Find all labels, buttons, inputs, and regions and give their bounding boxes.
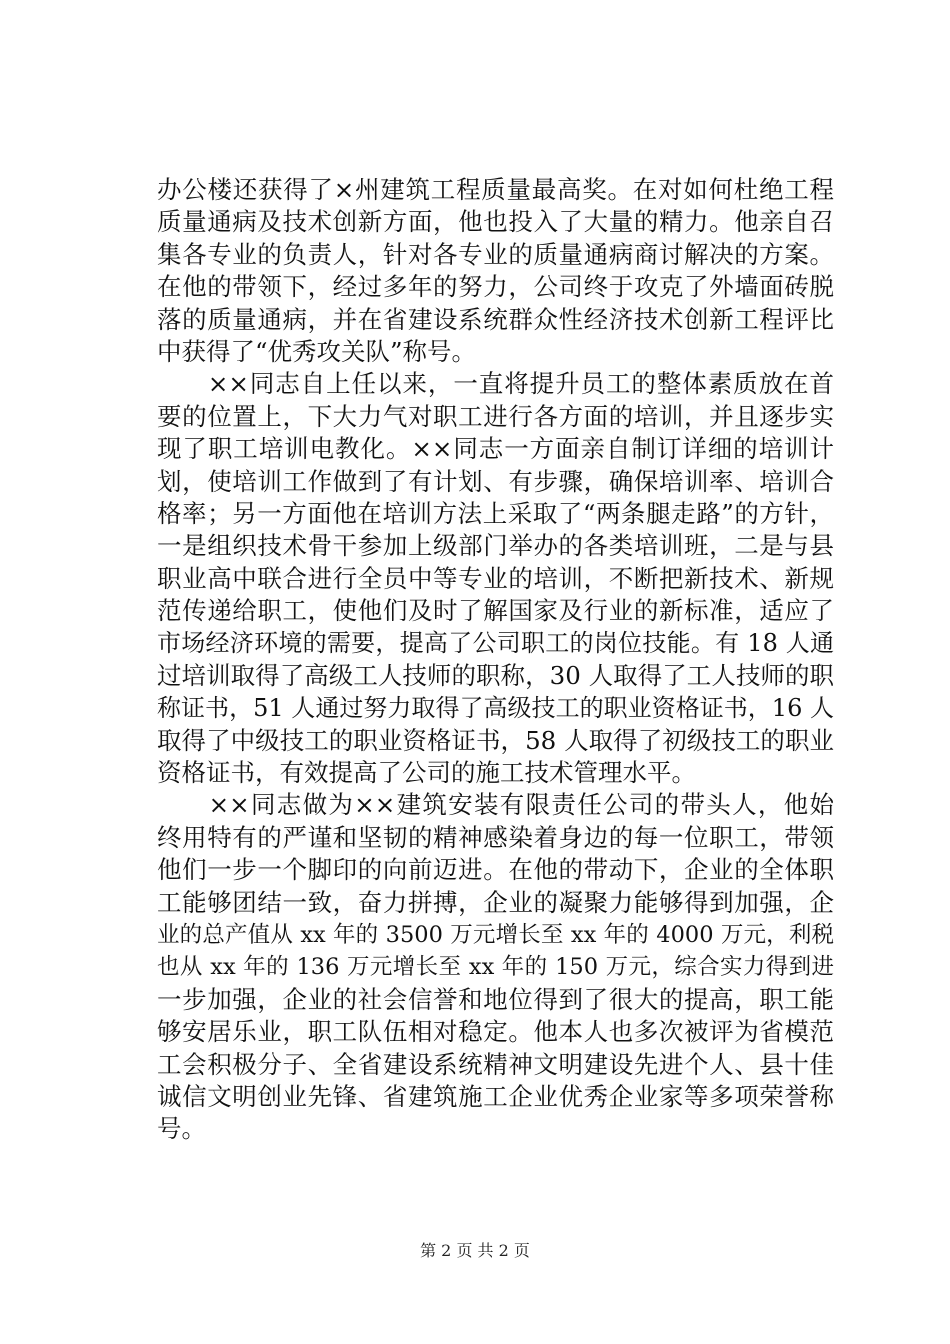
text-line: 市场经济环境的需要，提高了公司职工的岗位技能。有 18 人通 [157, 629, 834, 658]
text-line: 现了职工培训电教化。××同志一方面亲自制订详细的培训计 [157, 434, 834, 464]
text-line: 集各专业的负责人，针对各专业的质量通病商讨解决的方案。 [157, 239, 834, 269]
text-line: 也从 xx 年的 136 万元增长至 xx 年的 150 万元，综合实力得到进 [157, 954, 834, 981]
paragraph-2 [157, 368, 834, 789]
page-footer: 第 2 页 共 2 页 [420, 1241, 530, 1260]
text-line: 格率；另一方面他在培训方法上采取了“两条腿走路”的方针， [157, 498, 834, 528]
text-line: 终用特有的严谨和坚韧的精神感染着身边的每一位职工，带领 [157, 822, 834, 852]
text-line: 在他的带领下，经过多年的努力，公司终于攻克了外墙面砖脱 [157, 272, 834, 302]
text-line: 划，使培训工作做到了有计划、有步骤，确保培训率、培训合 [157, 466, 834, 496]
text-line: 业的总产值从 xx 年的 3500 万元增长至 xx 年的 4000 万元，利税 [157, 921, 834, 948]
text-line: 过培训取得了高级工人技师的职称，30 人取得了工人技师的职 [157, 660, 834, 690]
text-line: 诚信文明创业先锋、省建筑施工企业优秀企业家等多项荣誉称 [157, 1081, 834, 1111]
text-line: 中获得了“优秀攻关队”称号。 [157, 336, 477, 366]
paragraph-1 [157, 174, 834, 368]
text-line: 工能够团结一致，奋力拼搏，企业的凝聚力能够得到加强，企 [157, 887, 834, 917]
text-line: 质量通病及技术创新方面，他也投入了大量的精力。他亲自召 [157, 207, 834, 237]
text-line: ××同志做为××建筑安装有限责任公司的带头人，他始 [157, 790, 834, 820]
text-line: 一是组织技术骨干参加上级部门举办的各类培训班，二是与县 [157, 531, 834, 561]
text-line: 资格证书，有效提高了公司的施工技术管理水平。 [157, 758, 696, 788]
text-line: 够安居乐业，职工队伍相对稳定。他本人也多次被评为省模范 [157, 1017, 834, 1047]
paragraph-3 [157, 789, 834, 1145]
text-line: 范传递给职工，使他们及时了解国家及行业的新标准，适应了 [157, 596, 834, 626]
document-body [157, 174, 834, 1146]
text-line: 工会积极分子、全省建设系统精神文明建设先进个人、县十佳 [157, 1049, 834, 1079]
text-line: 职业高中联合进行全员中等专业的培训，不断把新技术、新规 [157, 563, 834, 593]
text-line: 办公楼还获得了×州建筑工程质量最高奖。在对如何杜绝工程 [157, 175, 834, 204]
text-line: 一步加强，企业的社会信誉和地位得到了很大的提高，职工能 [157, 984, 834, 1014]
text-line: 要的位置上，下大力气对职工进行各方面的培训，并且逐步实 [157, 401, 834, 431]
text-line: 取得了中级技工的职业资格证书，58 人取得了初级技工的职业 [157, 725, 834, 755]
text-line: 号。 [157, 1114, 206, 1144]
text-line: 称证书，51 人通过努力取得了高级技工的职业资格证书，16 人 [157, 694, 834, 723]
text-line: ××同志自上任以来，一直将提升员工的整体素质放在首 [157, 369, 834, 399]
text-line: 他们一步一个脚印的向前迈进。在他的带动下，企业的全体职 [157, 855, 834, 885]
text-line: 落的质量通病，并在省建设系统群众性经济技术创新工程评比 [157, 304, 834, 334]
